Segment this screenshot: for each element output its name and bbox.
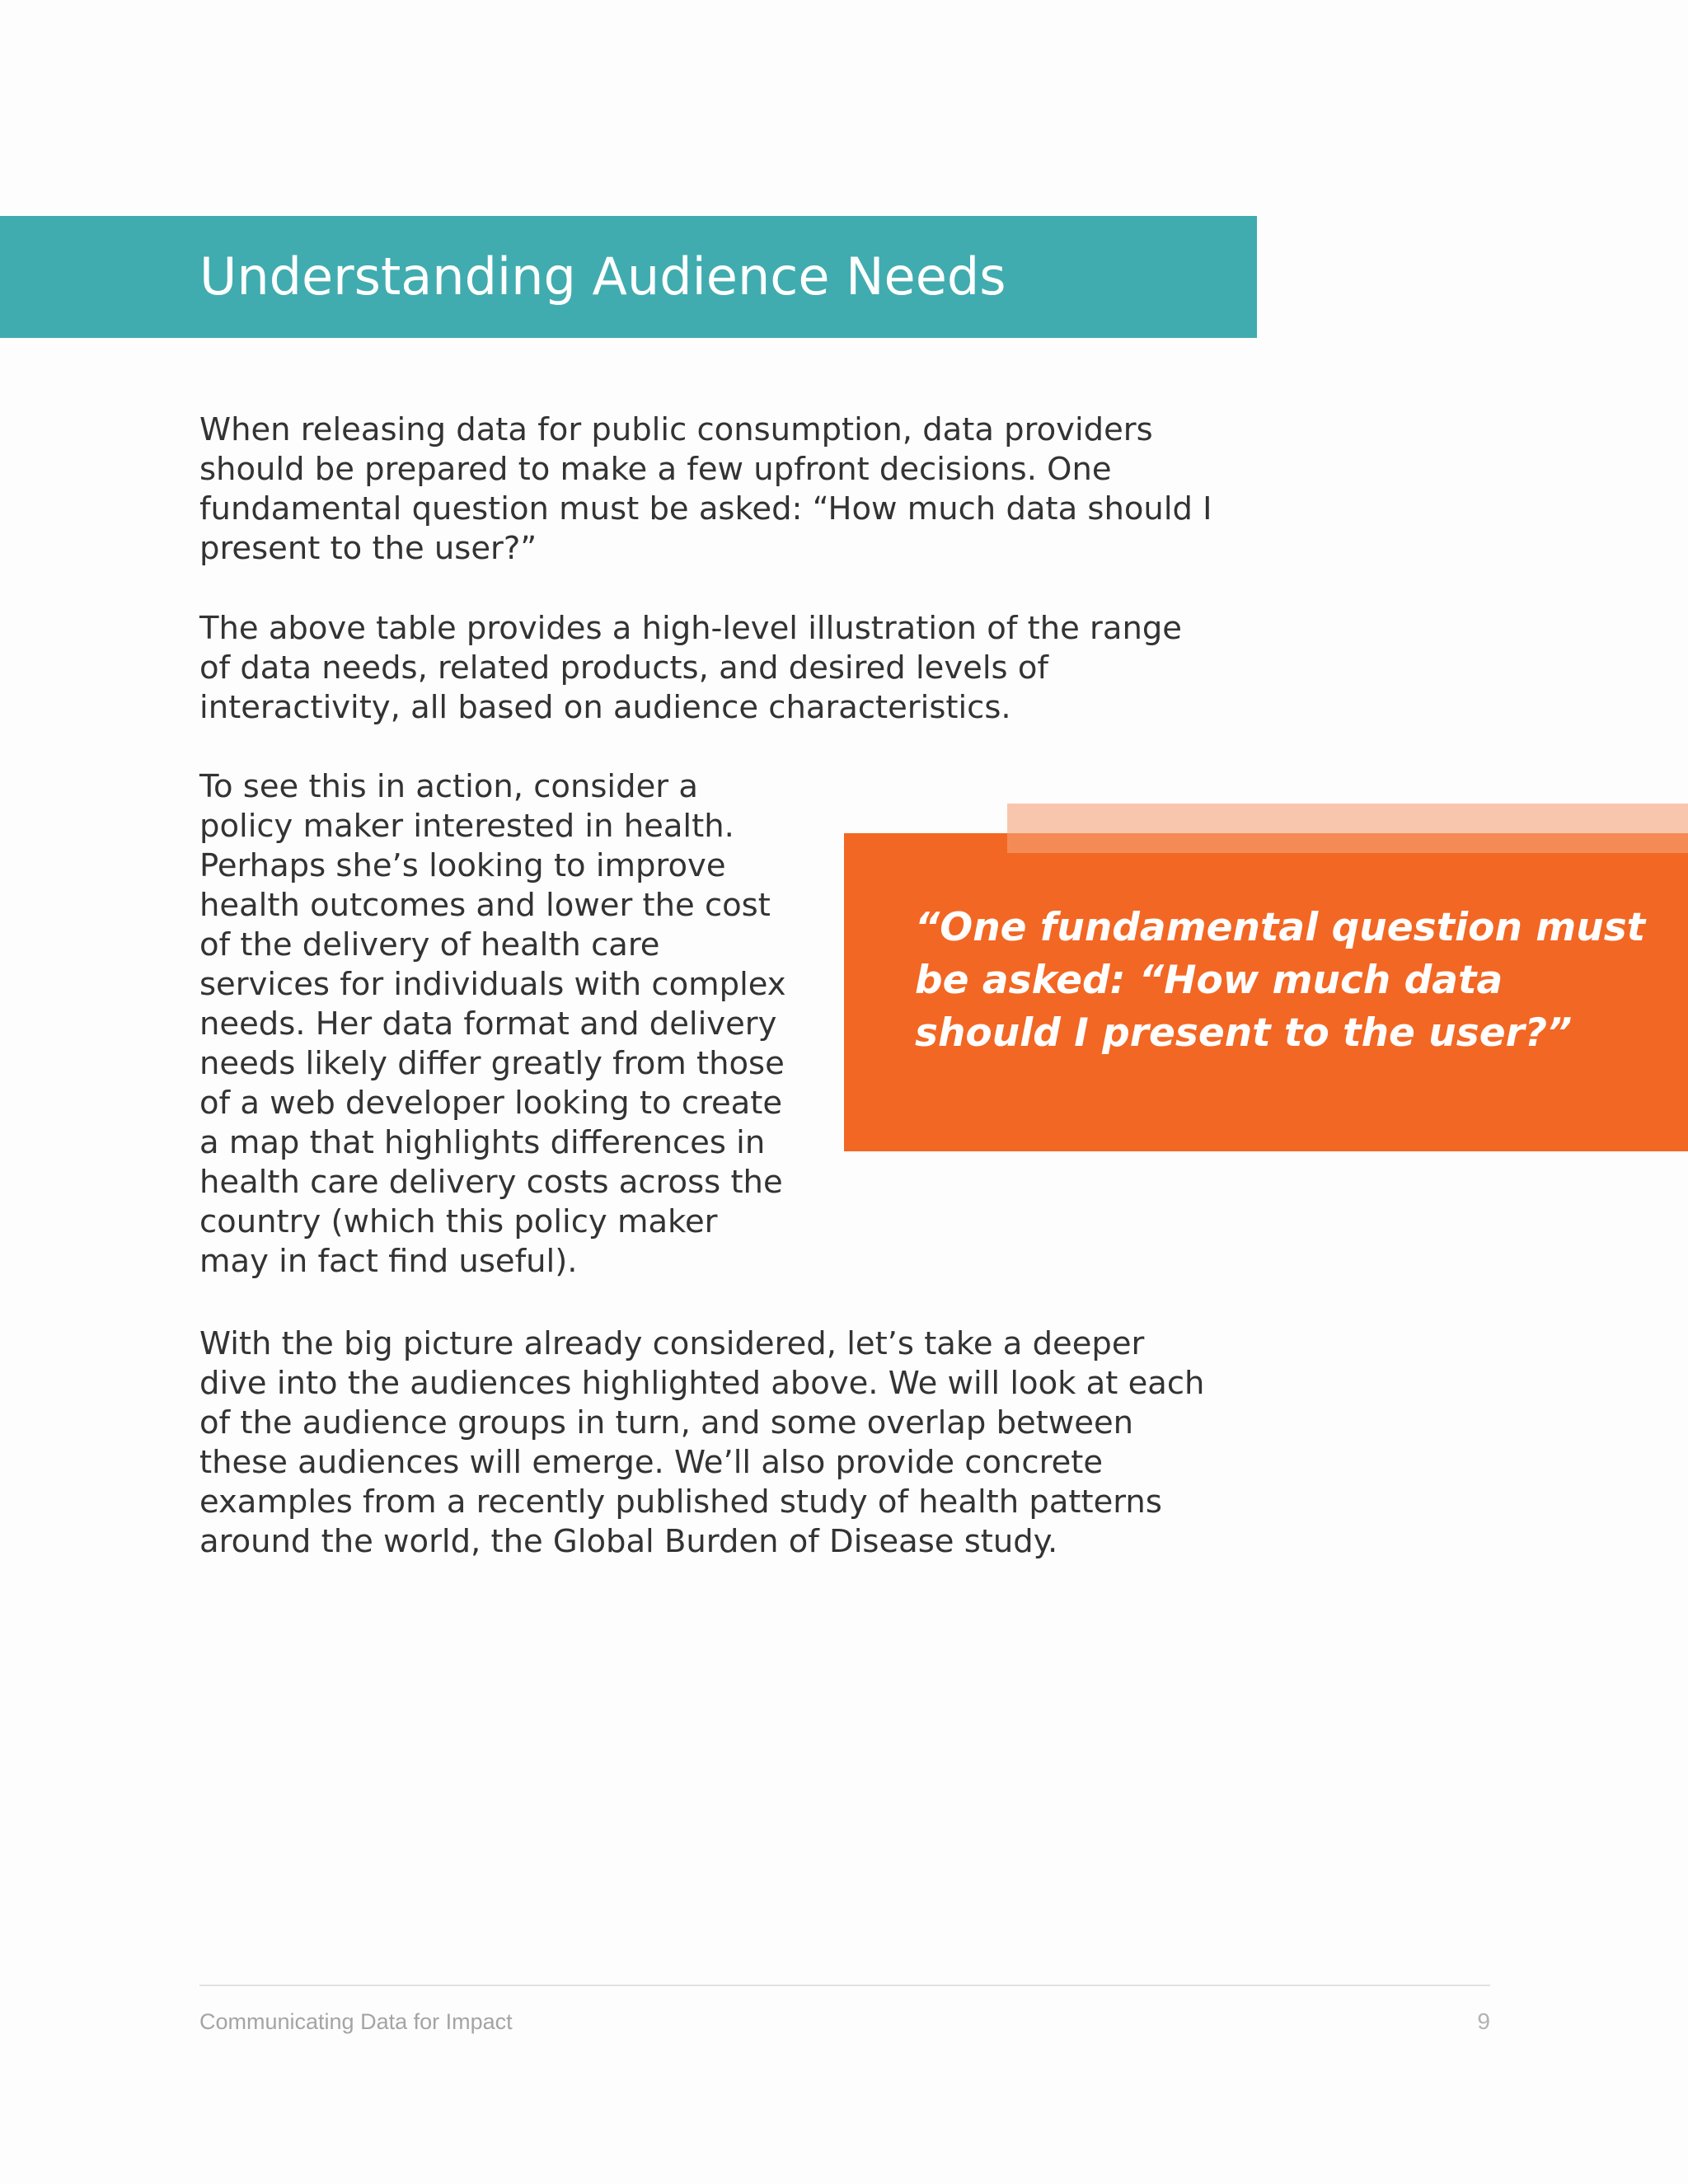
body-paragraph-1: When releasing data for public consumption, data providers should be prepared to make a few upfront decisions. One fundamental question must be asked: “How much data should I present to the user?” [199,411,1212,567]
footer-document-title: Communicating Data for Impact [199,2009,513,2034]
page-title: Understanding Audience Needs [199,246,1006,307]
body-paragraph-3: To see this in action, consider a policy maker interested in health. Perhaps she’s looking to improve health outcomes and lower the cost of the delivery of health care services for individuals with complex needs. Her data format and delivery needs likely differ greatly from those of a web developer looking to create a map that highlights differences in health care delivery costs across the country (which this policy maker may in fact find useful). [199,768,786,1280]
footer-divider [199,1985,1490,1986]
pull-quote-text: “One fundamental question must be asked: “How much data should I present to the user?” [915,905,1646,1056]
page-number: 9 [1477,2008,1490,2034]
body-paragraph-2: The above table provides a high-level illustration of the range of data needs, related products, and desired levels of interactivity, all based on audience characteristics. [199,610,1182,726]
body-paragraph-4: With the big picture already considered, let’s take a deeper dive into the audiences highlighted above. We will look at each of the audience groups in turn, and some overlap between these audiences will emerge. We’ll also provide concrete examples from a recently published study of health patterns around the world, the Global Burden of Disease study. [199,1325,1205,1560]
quote-accent-overlap [1007,833,1688,853]
